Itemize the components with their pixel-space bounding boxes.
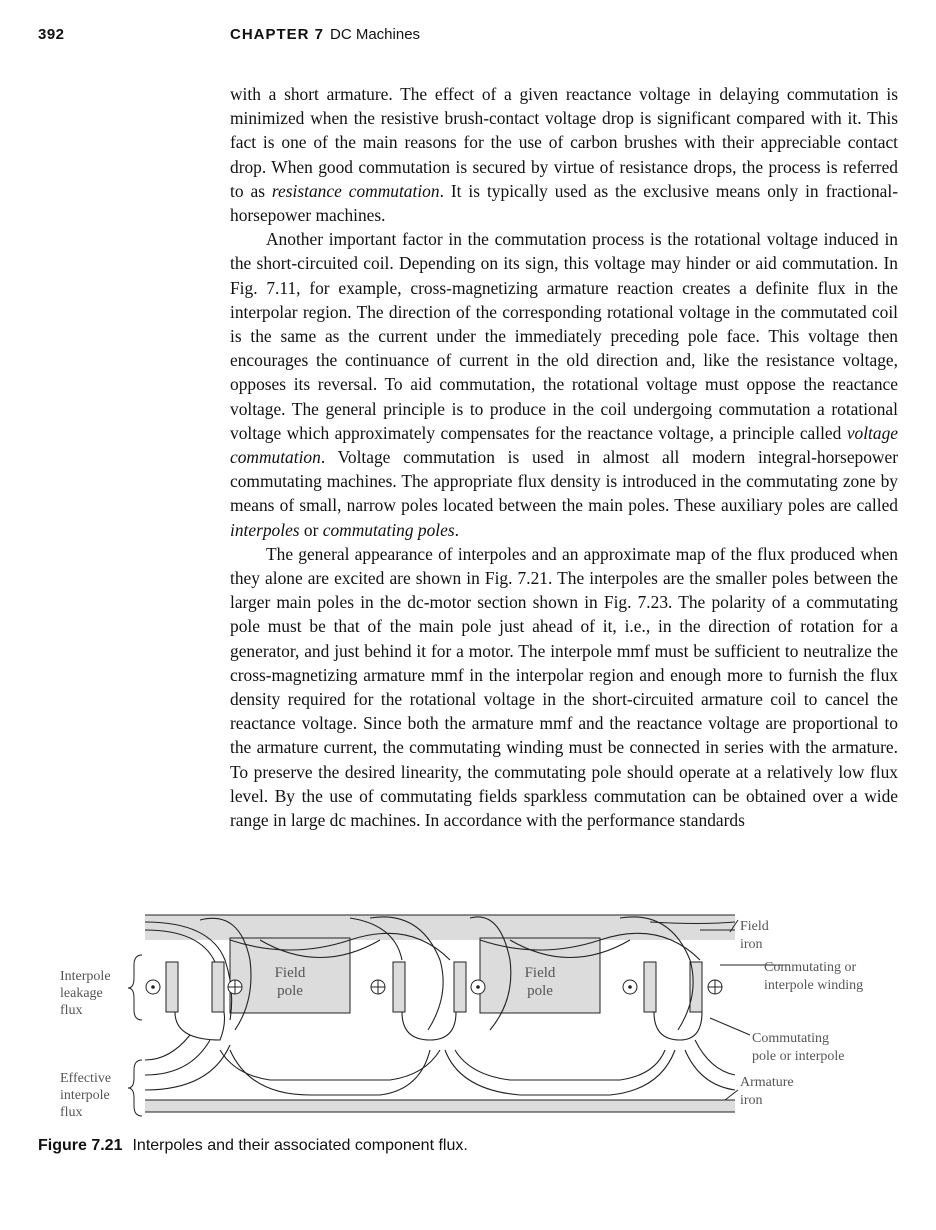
text-run: The general appearance of interpoles and an approximate map of the flux produced when they alone are excited are shown in Fig. 7.21. The interpoles are the smaller poles between the larger main poles in the dc-motor section shown in Fig. 7.23. The polarity of a commutating pole must be that of the main pole just ahead of it, i.e., in the direction of rotation for a generator, and just behind it for a motor. The interpole mmf must be sufficient to neutralize the cross-magnetizing armature mmf in the interpolar region and enough more to furnish the flux density required for the rotational voltage in the short-circuited armature coil to cancel the reactance voltage. Since both the armature mmf and the reactance voltage are proportional to the armature current, the commutating winding must be connected in series with the armature. To preserve the desired linearity, the commutating pole should operate at a relatively low flux level. By the use of commutating fields sparkless commutation can be obtained over a wide range in large dc machines. In accordance with the performance standards bbox=[230, 543, 898, 831]
italic-term: voltage commutation bbox=[230, 422, 898, 468]
svg-text:Interpole: Interpole bbox=[60, 969, 111, 984]
svg-text:interpole: interpole bbox=[60, 1088, 110, 1103]
chapter-title: DC Machines bbox=[330, 26, 421, 43]
label-field-iron bbox=[740, 919, 769, 952]
svg-text:pole: pole bbox=[527, 983, 553, 999]
text-run: or bbox=[299, 519, 323, 540]
svg-text:iron: iron bbox=[740, 1093, 763, 1108]
label-armature-iron bbox=[740, 1075, 794, 1108]
svg-text:Commutating: Commutating bbox=[752, 1031, 829, 1046]
svg-text:pole: pole bbox=[277, 983, 303, 999]
text-run: . It is typically used as the exclusive means only in fractional-horsepower machines. bbox=[230, 180, 898, 226]
armature-iron bbox=[145, 1100, 735, 1112]
italic-term: interpoles bbox=[230, 519, 300, 540]
svg-text:interpole winding: interpole winding bbox=[764, 978, 864, 993]
figure-caption-text: Interpoles and their associated component flux. bbox=[132, 1137, 468, 1154]
text-run: with a short armature. The effect of a given reactance voltage in delaying commutation is minimized when the resistive brush-contact voltage drop is significant compared with it. This fact is one of the main reasons for the use of carbon brushes with their appreciable contact drop. When good commutation is secured by virtue of resistance drops, the process is referred to as bbox=[230, 84, 898, 201]
svg-text:flux: flux bbox=[60, 1105, 83, 1120]
figure-caption bbox=[38, 1137, 468, 1155]
svg-text:Field: Field bbox=[274, 965, 306, 981]
italic-term: commutating poles bbox=[322, 519, 455, 540]
label-interpole-leakage-flux bbox=[60, 969, 111, 1018]
svg-text:Commutating or: Commutating or bbox=[764, 960, 857, 975]
paragraph bbox=[230, 542, 898, 832]
paragraph bbox=[230, 227, 898, 542]
page-number: 392 bbox=[38, 26, 65, 43]
interpole-flux-diagram bbox=[50, 900, 930, 1130]
paragraph bbox=[230, 82, 898, 227]
body-text bbox=[230, 82, 898, 832]
label-effective-interpole-flux bbox=[60, 1071, 111, 1120]
svg-text:flux: flux bbox=[60, 1003, 83, 1018]
svg-text:pole or interpole: pole or interpole bbox=[752, 1049, 845, 1064]
text-run: . Voltage commutation is used in almost all modern integral-horsepower commutating machines. The appropriate flux density is introduced in the commutating zone by means of small, narrow poles located between the main poles. These auxiliary poles are called bbox=[230, 447, 898, 516]
chapter-label: CHAPTER 7 bbox=[230, 26, 325, 43]
figure-label: Figure 7.21 bbox=[38, 1137, 123, 1154]
svg-text:Field: Field bbox=[524, 965, 556, 981]
running-head bbox=[230, 26, 420, 43]
text-run: Another important factor in the commutation process is the rotational voltage induced in the short-circuited coil. Depending on its sign, this voltage may hinder or aid commutation. In Fig. 7.11, for example, cross-magnetizing armature reaction creates a definite flux in the interpolar region. The direction of the corresponding rotational voltage in the commutated coil is the same as the current under the immediately preceding pole face. This voltage then encourages the continuance of current in the old direction and, like the resistance voltage, opposes its reversal. To aid commutation, the rotational voltage must oppose the reactance voltage. The general principle is to produce in the coil undergoing commutation a rotational voltage which approximately compensates for the reactance voltage, a principle called bbox=[230, 229, 898, 443]
svg-text:leakage: leakage bbox=[60, 986, 103, 1001]
label-commutating-pole bbox=[752, 1031, 845, 1064]
italic-term: resistance commutation bbox=[271, 180, 440, 201]
figure-7-21 bbox=[50, 900, 930, 1130]
label-commutating-winding bbox=[764, 960, 863, 993]
svg-text:Armature: Armature bbox=[740, 1075, 794, 1090]
label-brackets bbox=[128, 920, 790, 1116]
text-run: . bbox=[454, 519, 459, 540]
svg-text:Field: Field bbox=[740, 919, 769, 934]
svg-text:Effective: Effective bbox=[60, 1071, 112, 1086]
svg-text:iron: iron bbox=[740, 937, 763, 952]
page-header bbox=[38, 26, 898, 50]
